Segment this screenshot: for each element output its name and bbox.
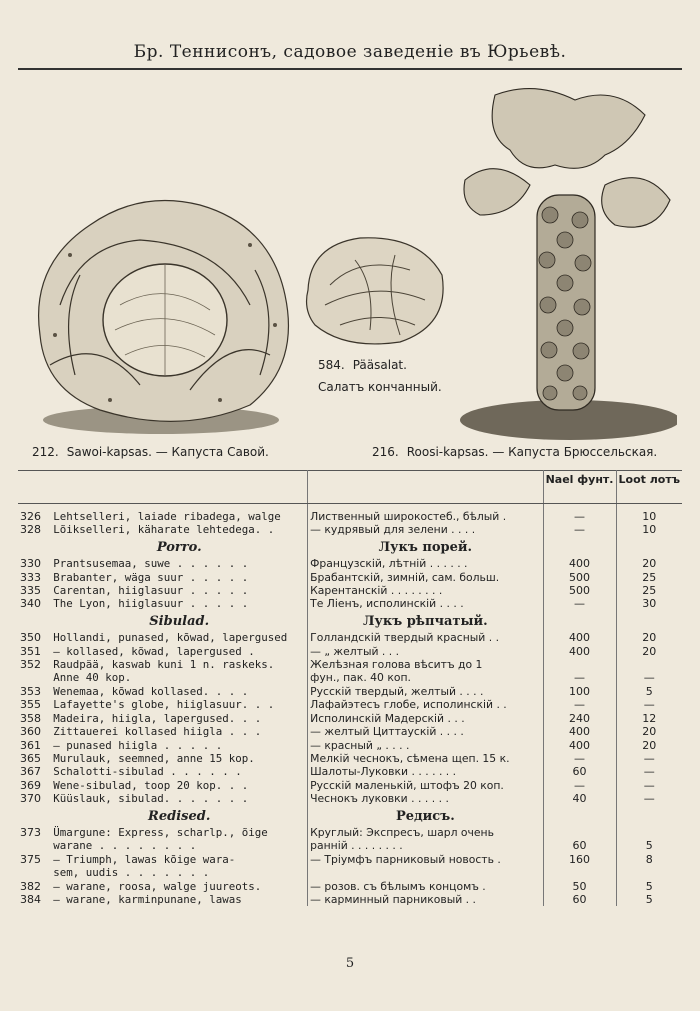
item-name-russian: Лафайэтесъ глобе, исполинскій . . [308,698,543,711]
table-row [18,597,682,610]
price-per-pound: 160 [543,853,616,866]
item-name-russian: Те Ліенъ, исполинскій . . . . [308,597,543,610]
section-title-estonian: Porro. [51,537,307,557]
price-per-pound: 500 [543,584,616,597]
item-name-russian: Русскій маленькій, штофъ 20 коп. [308,779,543,792]
page-header: Бр. Теннисонъ, садовое заведеніе въ Юрьевѣ. [18,42,682,70]
column-header-pound: Nael фунт. [543,471,616,504]
item-name-russian: Французскій, лѣтній . . . . . . [308,557,543,570]
item-name-russian: Русскій твердый, желтый . . . . [308,685,543,698]
price-per-loth [616,826,682,839]
table-row [18,839,682,852]
item-number [18,671,51,684]
caption-brussels [372,445,657,459]
item-name-estonian: Prantsusemaa, suwe . . . . . . [51,557,307,570]
price-per-loth: 25 [642,570,657,584]
price-per-loth: 10 [642,510,657,523]
section-heading-row [18,611,682,631]
item-number: 373 [20,825,41,839]
item-number: 375 [20,852,41,866]
price-per-loth: 30 [642,597,657,611]
price-per-loth: 5 [645,892,653,906]
item-name-estonian: Wene-sibulad, toop 20 kop. . . [51,779,307,792]
item-number: 333 [20,570,41,584]
caption-lettuce [318,358,407,372]
item-name-russian: Круглый: Экспресъ, шарл очень [308,826,543,839]
section-heading-row [18,537,682,557]
item-number: 353 [20,684,41,698]
price-per-loth: 5 [645,684,653,698]
price-per-loth: — [643,751,655,765]
item-name-russian: Желѣзная голова вѣситъ до 1 [308,658,543,671]
price-per-pound: 60 [543,765,616,778]
section-title-russian: Лукъ порей. [308,537,543,557]
brussels-sprouts-illustration [455,85,677,445]
price-per-loth: — [643,765,655,779]
price-per-pound: 240 [543,712,616,725]
item-name-russian: Лиственный широкостеб., бѣлый . [308,510,543,523]
price-per-pound: 50 [543,880,616,893]
section-title-russian: Лукъ рѣпчатый. [308,611,543,631]
item-name-russian: — розов. съ бѣлымъ концомъ . [308,880,543,893]
item-name-estonian: The Lyon, hiiglasuur . . . . . [51,597,307,610]
item-name-russian: Голландскій твердый красный . . [308,631,543,644]
table-row [18,893,682,906]
section-title-estonian: Sibulad. [51,611,307,631]
savoy-cabbage-illustration [20,185,302,437]
price-per-loth: — [643,698,655,712]
table-row [18,571,682,584]
price-per-pound: — [543,523,616,536]
price-per-loth: — [643,778,655,792]
item-number: 326 [20,510,41,523]
table-row [18,712,682,725]
item-name-estonian: — Triumph, lawas kõige wara- [51,853,307,866]
section-title-estonian: Redised. [51,806,307,826]
table-row [18,698,682,711]
item-name-russian: Карентанскій . . . . . . . . [308,584,543,597]
price-per-pound: 400 [543,645,616,658]
item-number: 340 [20,597,41,611]
caption-number: 216. [372,445,399,459]
price-per-pound [543,866,616,879]
price-per-loth: 20 [642,557,657,571]
item-name-russian [308,866,543,879]
item-number: 384 [20,892,41,906]
table-row [18,779,682,792]
price-per-loth: 5 [645,839,653,853]
price-per-pound [543,658,616,671]
item-name-russian: Брабантскій, зимній, сам. больш. [308,571,543,584]
item-name-estonian: Ümargune: Express, scharlp., õige [51,826,307,839]
item-name-estonian: Schalotti-sibulad . . . . . . [51,765,307,778]
item-number: 351 [20,644,41,658]
price-per-loth: 8 [645,852,653,866]
table-row [18,739,682,752]
item-number: 352 [20,658,41,672]
caption-text: Салатъ кончанный. [318,380,442,394]
column-header-loth: Loot лотъ [616,471,682,504]
item-name-russian: Мелкій чеснокъ, сѣмена щеп. 15 к. [308,752,543,765]
table-row [18,645,682,658]
item-name-estonian: Lafayette's globe, hiiglasuur. . . [51,698,307,711]
item-number [18,839,51,852]
table-row [18,792,682,805]
item-name-estonian: Murulauk, seemned, anne 15 kop. [51,752,307,765]
item-number: 361 [20,738,41,752]
price-per-loth: 20 [642,725,657,739]
item-name-estonian: — kollased, kõwad, lapergused . [51,645,307,658]
item-name-estonian: Brabanter, wäga suur . . . . . [51,571,307,584]
table-row [18,725,682,738]
table-row [18,584,682,597]
item-number: 330 [20,557,41,571]
column-header-row [18,471,682,504]
price-per-loth: 12 [642,711,657,725]
price-table [18,470,682,906]
item-name-estonian: sem, uudis . . . . . . . [51,866,307,879]
lettuce-illustration [300,230,452,350]
section-heading-row [18,806,682,826]
item-name-estonian: warane . . . . . . . . [51,839,307,852]
item-name-estonian: Zittauerei kollased hiigla . . . [51,725,307,738]
item-number: 350 [20,631,41,645]
price-per-loth: 25 [642,584,657,598]
item-name-russian: Шалоты-Луковки . . . . . . . [308,765,543,778]
item-name-russian: — карминный парниковый . . [308,893,543,906]
price-per-pound: 60 [543,893,616,906]
caption-number: 584. [318,358,345,372]
item-number: 365 [20,751,41,765]
caption-text: Sawoi-kapsas. — Капуста Савой. [66,445,269,459]
price-per-loth: 20 [642,644,657,658]
price-per-pound: 60 [543,839,616,852]
price-per-pound: 100 [543,685,616,698]
price-per-pound: — [543,752,616,765]
item-name-russian: — красный „ . . . . [308,739,543,752]
caption-text: Pääsalat. [352,358,407,372]
price-per-pound [543,826,616,839]
item-number: 328 [20,523,41,537]
price-per-pound: — [543,779,616,792]
price-per-loth: — [643,792,655,806]
price-per-loth: — [643,671,655,685]
table-row [18,752,682,765]
item-number: 358 [20,711,41,725]
caption-lettuce-russian [318,380,442,394]
item-name-russian: ранній . . . . . . . . [308,839,543,852]
item-name-russian: — Тріумфъ парниковый новость . [308,853,543,866]
table-row [18,631,682,644]
item-number: 360 [20,725,41,739]
item-name-estonian: Wenemaa, kõwad kollased. . . . [51,685,307,698]
item-number [18,866,51,879]
item-name-estonian: Anne 40 kop. [51,671,307,684]
table-row [18,685,682,698]
item-name-estonian: — warane, roosa, walge juureots. [51,880,307,893]
item-name-estonian: Raudpää, kaswab kuni 1 n. raskeks. [51,658,307,671]
price-per-pound: 40 [543,792,616,805]
item-name-russian: Исполинскій Мадерскій . . . [308,712,543,725]
item-name-estonian: Lõikselleri, käharate lehtedega. . [51,523,307,536]
table-row [18,853,682,866]
item-name-estonian: Carentan, hiiglasuur . . . . . [51,584,307,597]
price-per-loth: 10 [642,523,657,537]
table-row [18,880,682,893]
item-number: 355 [20,698,41,712]
price-per-pound: — [543,510,616,523]
item-number: 370 [20,792,41,806]
item-name-estonian: Madeira, hiigla, lapergused. . . [51,712,307,725]
table-row [18,671,682,684]
price-per-loth: 5 [645,879,653,893]
price-per-loth: 20 [642,738,657,752]
price-per-pound: — [543,698,616,711]
item-name-russian: — желтый Циттаускій . . . . [308,725,543,738]
caption-number: 212. [32,445,59,459]
item-name-estonian: — warane, karminpunane, lawas [51,893,307,906]
price-per-pound: 400 [543,557,616,570]
item-number: 367 [20,765,41,779]
price-per-pound: — [543,671,616,684]
item-name-estonian: Lehtselleri, laiade ribadega, walge [51,510,307,523]
caption-text: Roosi-kapsas. — Капуста Брюссельская. [406,445,658,459]
price-per-pound: 500 [543,571,616,584]
item-number: 382 [20,879,41,893]
table-row [18,826,682,839]
item-name-estonian: — punased hiigla . . . . . [51,739,307,752]
table-row [18,510,682,523]
table-row [18,765,682,778]
item-name-estonian: Küüslauk, sibulad. . . . . . . [51,792,307,805]
price-per-loth: 20 [642,631,657,645]
item-number: 369 [20,778,41,792]
item-name-estonian: Hollandi, punased, kõwad, lapergused [51,631,307,644]
caption-savoy [32,445,269,459]
price-per-loth [616,866,682,879]
section-title-russian: Редисъ. [308,806,543,826]
table-row [18,557,682,570]
item-name-russian: — „ желтый . . . [308,645,543,658]
item-name-russian: Чеснокъ луковки . . . . . . [308,792,543,805]
item-name-russian: — кудрявый для зелени . . . . [308,523,543,536]
table-row [18,866,682,879]
price-per-loth [616,658,682,671]
price-per-pound: — [543,597,616,610]
page-number: 5 [345,956,355,971]
table-row [18,523,682,536]
item-number: 335 [20,584,41,598]
item-name-russian: фун., пак. 40 коп. [308,671,543,684]
price-per-pound: 400 [543,631,616,644]
table-row [18,658,682,671]
price-per-pound: 400 [543,739,616,752]
price-per-pound: 400 [543,725,616,738]
